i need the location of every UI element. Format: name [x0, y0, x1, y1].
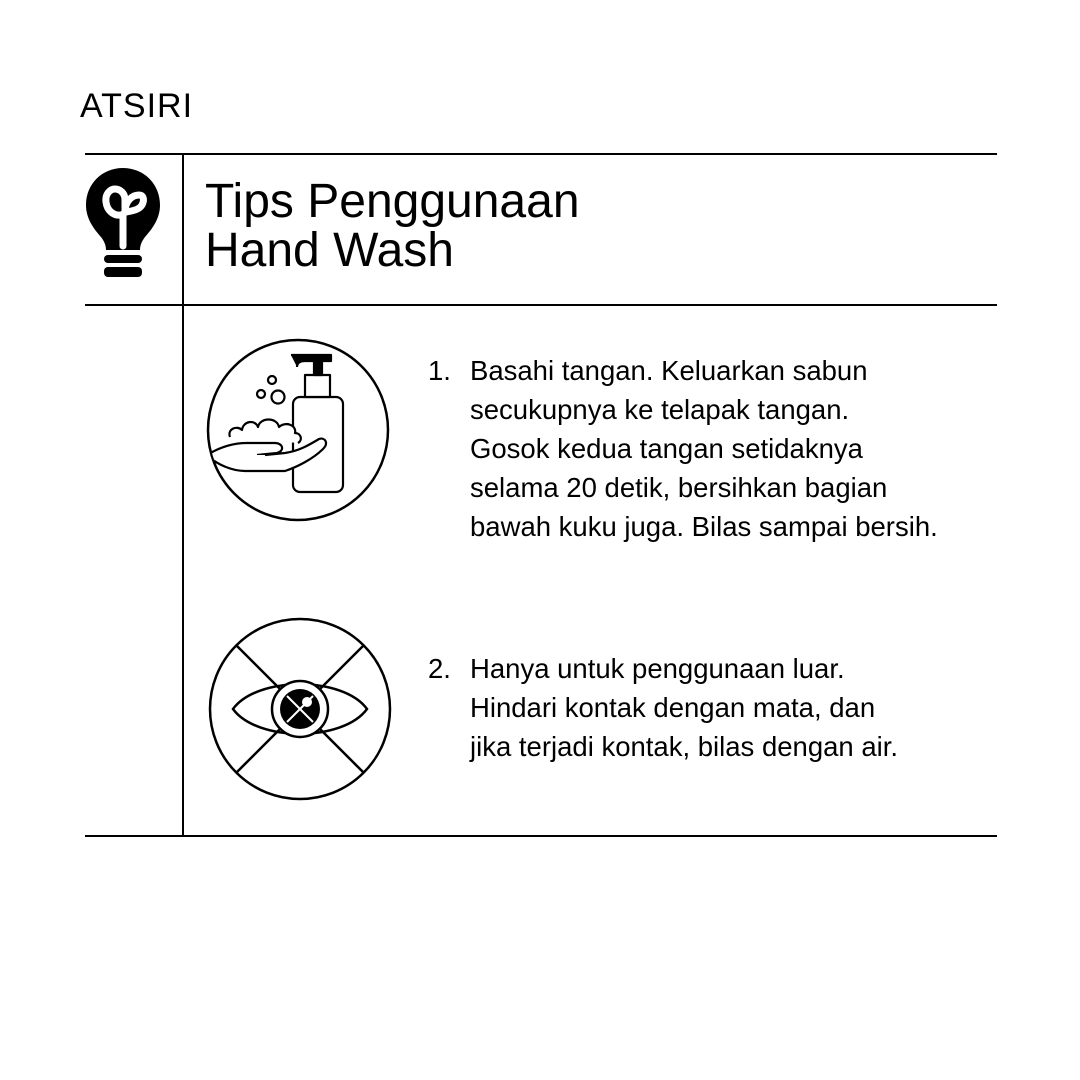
step-1-number: 1. [428, 355, 451, 386]
step-2-number: 2. [428, 653, 451, 684]
divider-vertical [182, 153, 184, 837]
step-1-line: selama 20 detik, bersihkan bagian [470, 472, 888, 503]
step-1-line: Gosok kedua tangan setidaknya [470, 433, 863, 464]
step-1-line: Basahi tangan. Keluarkan sabun [470, 355, 868, 386]
lightbulb-sprout-icon [84, 166, 162, 282]
step-2-line: Hanya untuk penggunaan luar. [470, 653, 845, 684]
step-1-line: secukupnya ke telapak tangan. [470, 394, 850, 425]
step-2-line: Hindari kontak dengan mata, dan [470, 692, 876, 723]
divider-header-bottom [85, 304, 997, 306]
divider-top [85, 153, 997, 155]
step-1-line: bawah kuku juga. Bilas sampai bersih. [470, 511, 938, 542]
no-eye-contact-icon [207, 616, 393, 802]
page-title [205, 177, 580, 275]
step-2-text [470, 649, 1030, 766]
title-line-1: Tips Penggunaan [205, 175, 580, 228]
title-line-2: Hand Wash [205, 224, 454, 277]
step-2-line: jika terjadi kontak, bilas dengan air. [470, 731, 899, 762]
divider-bottom [85, 835, 997, 837]
brand-logo: ATSIRI [80, 87, 194, 125]
hand-soap-pump-icon [205, 337, 391, 523]
step-1-text [470, 351, 1030, 546]
